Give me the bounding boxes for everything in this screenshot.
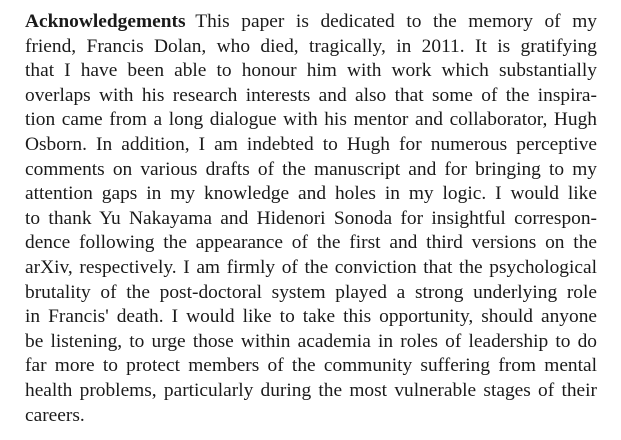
paragraph-line-2: friend, Francis Dolan, who died, tragically, in 2011. It is gratifying [25,35,597,57]
acknowledgements-section [25,10,597,428]
paragraph-line-3: that I have been able to honour him with work which substantially [25,60,597,82]
paragraph-line-14: be listening, to urge those within academia in roles of leadership to do [25,330,597,352]
paragraph-line-5: tion came from a long dialogue with his mentor and collaborator, Hugh [25,109,597,131]
paragraph-line-11: arXiv, respectively. I am firmly of the conviction that the psychological [25,256,597,278]
paragraph-line-4: overlaps with his research interests and also that some of the inspira- [25,84,597,106]
paragraph-line-7: comments on various drafts of the manuscript and for bringing to my [25,158,597,180]
paragraph-line-15: far more to protect members of the community suffering from mental [25,355,597,377]
paragraph-line-10: dence following the appearance of the first and third versions on the [25,232,597,254]
line-text: This paper is dedicated to the memory of my [195,11,597,32]
paragraph-line-1 [25,10,597,35]
paragraph-line-12: brutality of the post-doctoral system played a strong underlying role [25,281,597,303]
paragraph-line-8: attention gaps in my knowledge and holes in my logic. I would like [25,183,597,205]
paragraph-line-9: to thank Yu Nakayama and Hidenori Sonoda for insightful correspon- [25,207,597,229]
section-heading: Acknowledgements [25,11,186,32]
paragraph-line-17: careers. [25,404,85,426]
paragraph-line-13: in Francis' death. I would like to take this opportunity, should anyone [25,306,597,328]
paragraph-line-16: health problems, particularly during the most vulnerable stages of their [25,379,597,401]
paragraph-line-6: Osborn. In addition, I am indebted to Hugh for numerous perceptive [25,133,597,155]
